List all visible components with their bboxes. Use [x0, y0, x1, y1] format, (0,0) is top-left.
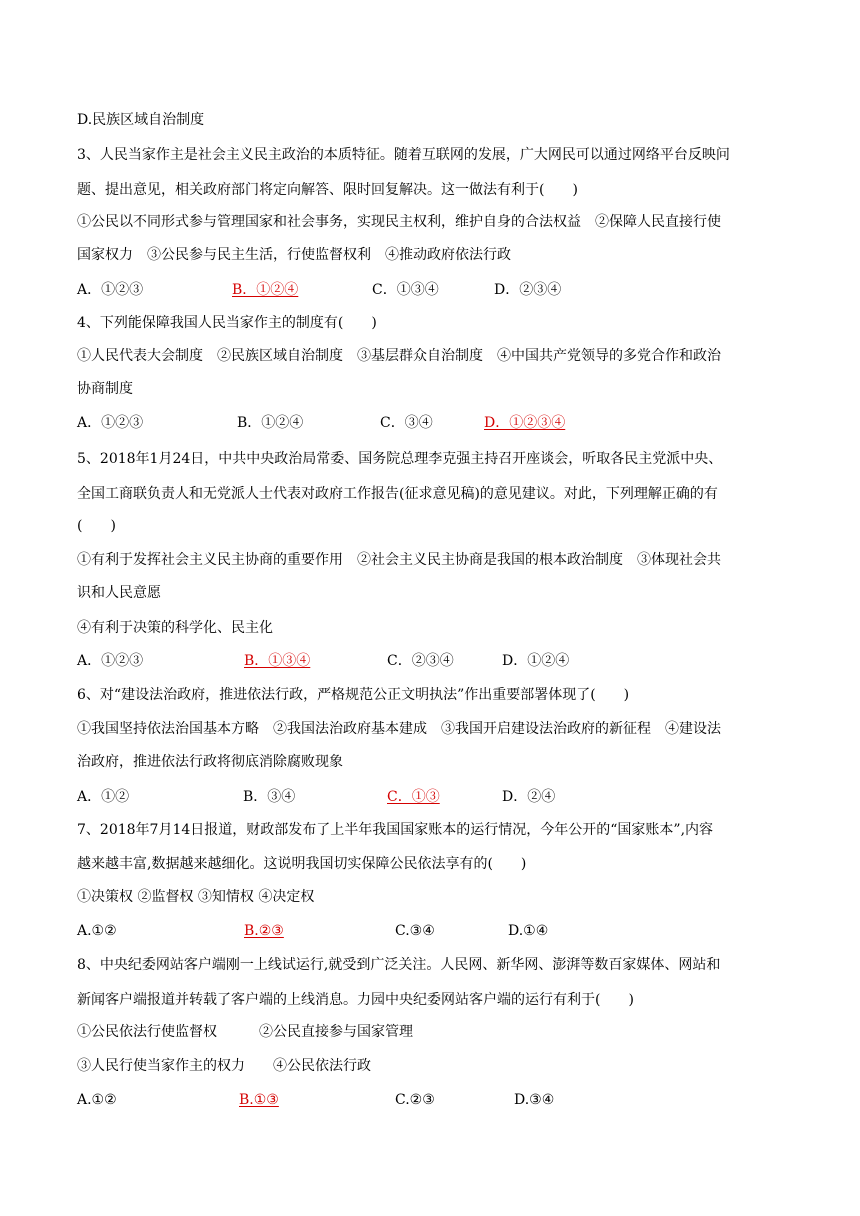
q6-option-a: A．①② — [77, 789, 130, 805]
q8-item-line-1: ①公民依法行使监督权 ②公民直接参与国家管理 — [77, 1024, 413, 1040]
q6-item-line-2: 治政府，推进依法行政将彻底消除腐败现象 — [77, 754, 343, 770]
q5-item-line-3: ④有利于决策的科学化、民主化 — [77, 620, 273, 636]
q5-item-line-2: 识和人民意愿 — [77, 585, 161, 601]
q8-option-c: C.②③ — [395, 1092, 435, 1108]
q4-item-line-2: 协商制度 — [77, 381, 133, 397]
q4-option-a: A．①②③ — [77, 415, 144, 431]
q4-item-line-1: ①人民代表大会制度 ②民族区域自治制度 ③基层群众自治制度 ④中国共产党领导的多党合作和政治 — [77, 348, 721, 364]
q5-option-d: D．①②④ — [502, 653, 570, 669]
q7-stem-line-2: 越来越丰富,数据越来越细化。这说明我国切实保障公民依法享有的( ) — [77, 856, 527, 872]
q5-stem-line-1: 5、2018年1月24日，中共中央政治局常委、国务院总理李克强主持召开座谈会，听取各民主党派中央、 — [77, 451, 723, 467]
q5-stem-line-2: 全国工商联负责人和无党派人士代表对政府工作报告(征求意见稿)的意见建议。对此，下列理解正确的有 — [77, 486, 718, 502]
q7-option-a: A.①② — [77, 923, 117, 939]
q4-option-c: C．③④ — [380, 415, 433, 431]
q8-stem-line-1: 8、中央纪委网站客户端刚一上线试运行,就受到广泛关注。人民网、新华网、澎湃等数百家媒体、网站和 — [77, 957, 721, 973]
q3-option-c: C．①③④ — [372, 282, 439, 298]
q6-option-c-answer: C．①③ — [387, 789, 440, 805]
prev-question-option-d: D.民族区域自治制度 — [77, 112, 205, 128]
q3-stem-line-1: 3、人民当家作主是社会主义民主政治的本质特征。随着互联网的发展，广大网民可以通过网络平台反映问 — [77, 147, 730, 163]
q6-item-line-1: ①我国坚持依法治国基本方略 ②我国法治政府基本建成 ③我国开启建设法治政府的新征程 ④建设法 — [77, 721, 721, 737]
q8-option-b-answer: B.①③ — [239, 1092, 279, 1108]
q3-option-a: A．①②③ — [77, 282, 144, 298]
q7-option-d: D.①④ — [508, 923, 549, 939]
q8-option-a: A.①② — [77, 1092, 117, 1108]
q5-option-b-answer: B．①③④ — [244, 653, 311, 669]
q3-item-line-1: ①公民以不同形式参与管理国家和社会事务，实现民主权利，维护自身的合法权益 ②保障人民直接行使 — [77, 214, 721, 230]
q5-stem-line-3: ( ) — [77, 518, 116, 534]
q6-option-d: D．②④ — [502, 789, 556, 805]
q8-item-line-2: ③人民行使当家作主的权力 ④公民依法行政 — [77, 1058, 371, 1074]
q3-option-b-answer: B．①②④ — [232, 282, 299, 298]
q4-option-d-answer: D．①②③④ — [484, 415, 566, 431]
q5-option-a: A．①②③ — [77, 653, 144, 669]
q7-stem-line-1: 7、2018年7月14日报道，财政部发布了上半年我国国家账本的运行情况，今年公开的“国家账本”,内容 — [77, 822, 714, 838]
q4-option-b: B．①②④ — [237, 415, 304, 431]
q5-option-c: C．②③④ — [387, 653, 454, 669]
q8-option-d: D.③④ — [514, 1092, 555, 1108]
q3-item-line-2: 国家权力 ③公民参与民主生活，行使监督权利 ④推动政府依法行政 — [77, 247, 511, 263]
q6-option-b: B．③④ — [243, 789, 296, 805]
q3-option-d: D．②③④ — [494, 282, 562, 298]
q4-stem-line-1: 4、下列能保障我国人民当家作主的制度有( ) — [77, 315, 377, 331]
q7-option-c: C.③④ — [395, 923, 435, 939]
q7-item-line-1: ①决策权 ②监督权 ③知情权 ④决定权 — [77, 889, 315, 905]
q8-stem-line-2: 新闻客户端报道并转载了客户端的上线消息。力园中央纪委网站客户端的运行有利于( ) — [77, 992, 634, 1008]
q6-stem-line-1: 6、对“建设法治政府，推进依法行政，严格规范公正文明执法”作出重要部署体现了( ) — [77, 687, 630, 703]
q5-item-line-1: ①有利于发挥社会主义民主协商的重要作用 ②社会主义民主协商是我国的根本政治制度 ③体现社会共 — [77, 552, 721, 568]
q7-option-b-answer: B.②③ — [244, 923, 284, 939]
q3-stem-line-2: 题、提出意见，相关政府部门将定向解答、限时回复解决。这一做法有利于( ) — [77, 182, 578, 198]
